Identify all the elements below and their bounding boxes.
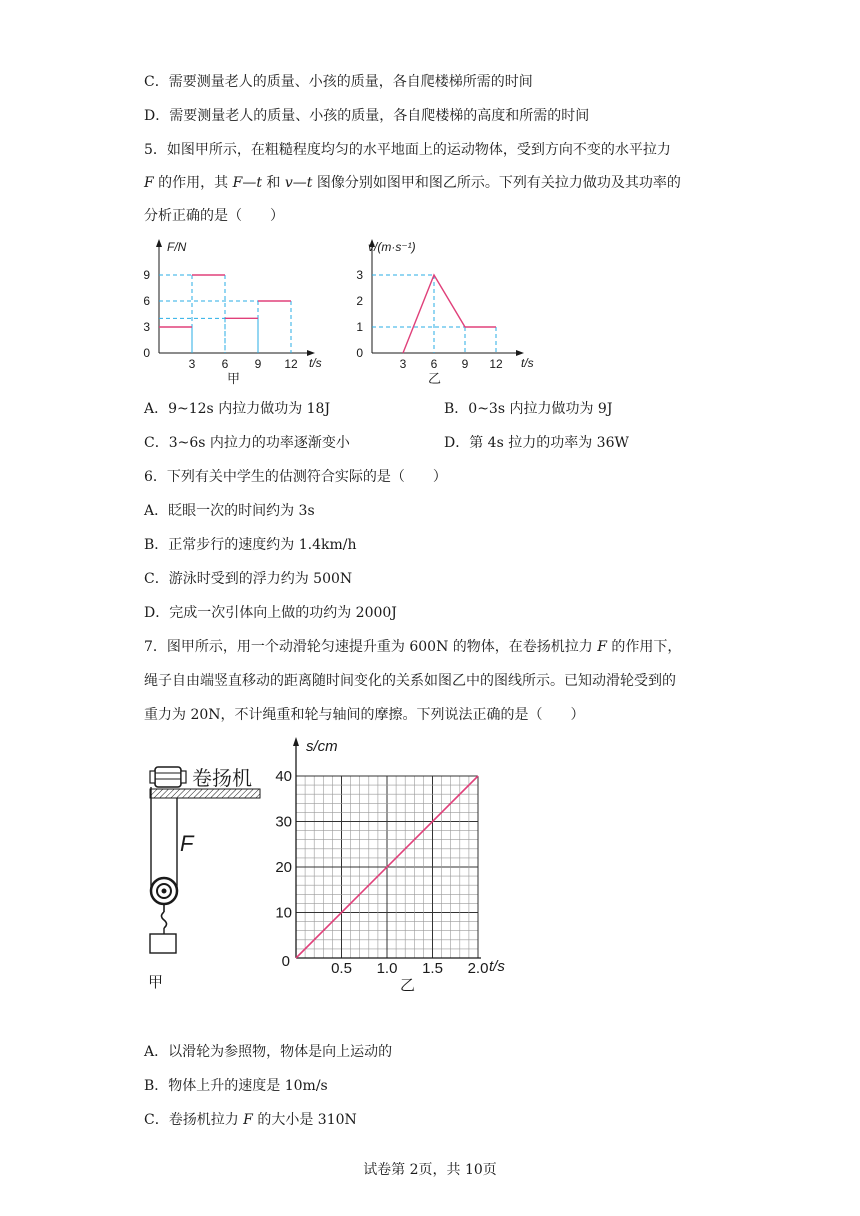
text-span: 图像分别如图甲和图乙所示。下列有关拉力做功及其功率的 [312, 175, 681, 191]
y-tick-label: 2 [356, 294, 363, 308]
q6-option-c: C．游泳时受到的浮力约为 500N [144, 571, 353, 587]
y-tick-label: 0 [356, 346, 363, 360]
y-tick-label: 6 [143, 294, 150, 308]
q7-option-b: B．物体上升的速度是 10m/s [144, 1078, 328, 1094]
x-tick-label: 3 [399, 357, 407, 371]
y-tick-label: 0 [281, 953, 290, 970]
q7-stem-line3: 重力为 20N，不计绳重和轮与轴间的摩擦。下列说法正确的是（ ） [144, 707, 585, 723]
q5-ft-chart [135, 236, 340, 386]
x-tick-label: 0.5 [331, 960, 352, 977]
q6-stem: 6．下列有关中学生的估测符合实际的是（ ） [144, 469, 447, 485]
y-tick-label: 10 [275, 904, 292, 922]
winch-label: 卷扬机 [192, 768, 252, 790]
force-label: F [180, 831, 194, 856]
y-tick-label: 20 [275, 859, 292, 876]
pulley-icon [151, 878, 177, 928]
ceiling-beam [150, 789, 260, 798]
q7-option-a: A．以滑轮为参照物，物体是向上运动的 [144, 1044, 393, 1060]
x-tick-label: 12 [489, 357, 503, 371]
text-span: 的作用，其 [153, 175, 233, 191]
q5-option-a: A．9~12s 内拉力做功为 18J [144, 401, 331, 417]
q4-option-d: D．需要测量老人的质量、小孩的质量，各自爬楼梯的高度和所需的时间 [144, 108, 590, 124]
figure-label-yi: 乙 [400, 977, 416, 994]
x-tick-label: 6 [221, 357, 229, 371]
y-tick-label: 3 [143, 320, 150, 334]
x-axis-label: t/s [309, 356, 322, 370]
y-axis-label: F/N [167, 240, 187, 254]
y-tick-label: 9 [143, 268, 150, 282]
q7-stem-line1 [144, 637, 681, 657]
y-tick-label: 40 [275, 768, 292, 785]
guide-lines [372, 275, 496, 353]
y-axis-label: s/cm [306, 738, 338, 755]
q6-option-b: B．正常步行的速度约为 1.4km/h [144, 537, 357, 553]
x-tick-label: 1.5 [422, 960, 443, 977]
x-axis-label: t/s [521, 356, 534, 370]
force-symbol: F [597, 639, 607, 655]
q7-option-c [144, 1110, 357, 1130]
q6-option-d: D．完成一次引体向上做的功约为 2000J [144, 605, 397, 621]
page-footer: 试卷第 2页，共 10页 [363, 1162, 497, 1178]
text-span: C．卷扬机拉力 [144, 1112, 244, 1128]
x-tick-label: 3 [188, 357, 196, 371]
y-axis-label: v/(m·s⁻¹) [368, 240, 416, 254]
text-span: 的大小是 310N [252, 1112, 357, 1128]
load-box [150, 934, 176, 953]
series [403, 275, 496, 353]
q4-option-c: C．需要测量老人的质量、小孩的质量，各自爬楼梯所需的时间 [144, 74, 533, 90]
q7-pulley-figure [140, 755, 270, 995]
y-axis-arrow [293, 737, 299, 746]
winch-icon [150, 767, 186, 787]
figure-label-jia: 甲 [148, 974, 164, 991]
q5-vt-chart [345, 236, 550, 386]
series-line [403, 275, 496, 353]
force-symbol: F [144, 175, 154, 191]
vt-symbol: v—t [284, 175, 313, 191]
x-tick-label: 1.0 [376, 960, 398, 977]
x-tick-label: 9 [461, 357, 469, 371]
text-span: 7．图甲所示，用一个动滑轮匀速提升重为 600N 的物体，在卷扬机拉力 [144, 639, 598, 655]
figure-label-yi: 乙 [428, 371, 442, 386]
q5-stem-line3: 分析正确的是（ ） [144, 208, 284, 224]
q5-option-c: C．3~6s 内拉力的功率逐渐变小 [144, 435, 350, 451]
ft-symbol: F—t [232, 175, 262, 191]
q7-st-chart [275, 735, 520, 995]
x-axis-label: t/s [489, 958, 505, 975]
text-span: 和 [261, 175, 285, 191]
x-tick-label: 9 [254, 357, 262, 371]
q5-stem-line1: 5．如图甲所示，在粗糙程度均匀的水平地面上的运动物体，受到方向不变的水平拉力 [144, 142, 671, 158]
q5-option-b: B．0~3s 内拉力做功为 9J [444, 401, 613, 417]
q7-stem-line2: 绳子自由端竖直移动的距离随时间变化的关系如图乙中的图线所示。已知动滑轮受到的 [144, 673, 676, 689]
tick-labels [143, 268, 298, 371]
force-symbol: F [243, 1112, 253, 1128]
x-tick-label: 6 [430, 357, 438, 371]
x-tick-label: 2.0 [467, 960, 489, 977]
y-axis-arrow [156, 239, 162, 247]
y-tick-label: 3 [356, 268, 363, 282]
q6-option-a: A．眨眼一次的时间约为 3s [144, 503, 315, 519]
y-tick-label: 30 [275, 813, 292, 831]
text-span: 的作用下， [606, 639, 682, 655]
x-tick-label: 12 [284, 357, 298, 371]
guide-lines [159, 275, 291, 353]
y-tick-label: 1 [356, 320, 363, 334]
figure-label-jia: 甲 [227, 371, 241, 386]
q5-stem-line2 [144, 173, 681, 193]
y-tick-label: 0 [143, 346, 150, 360]
q5-option-d: D．第 4s 拉力的功率为 36W [444, 435, 629, 451]
tick-labels [356, 268, 503, 371]
